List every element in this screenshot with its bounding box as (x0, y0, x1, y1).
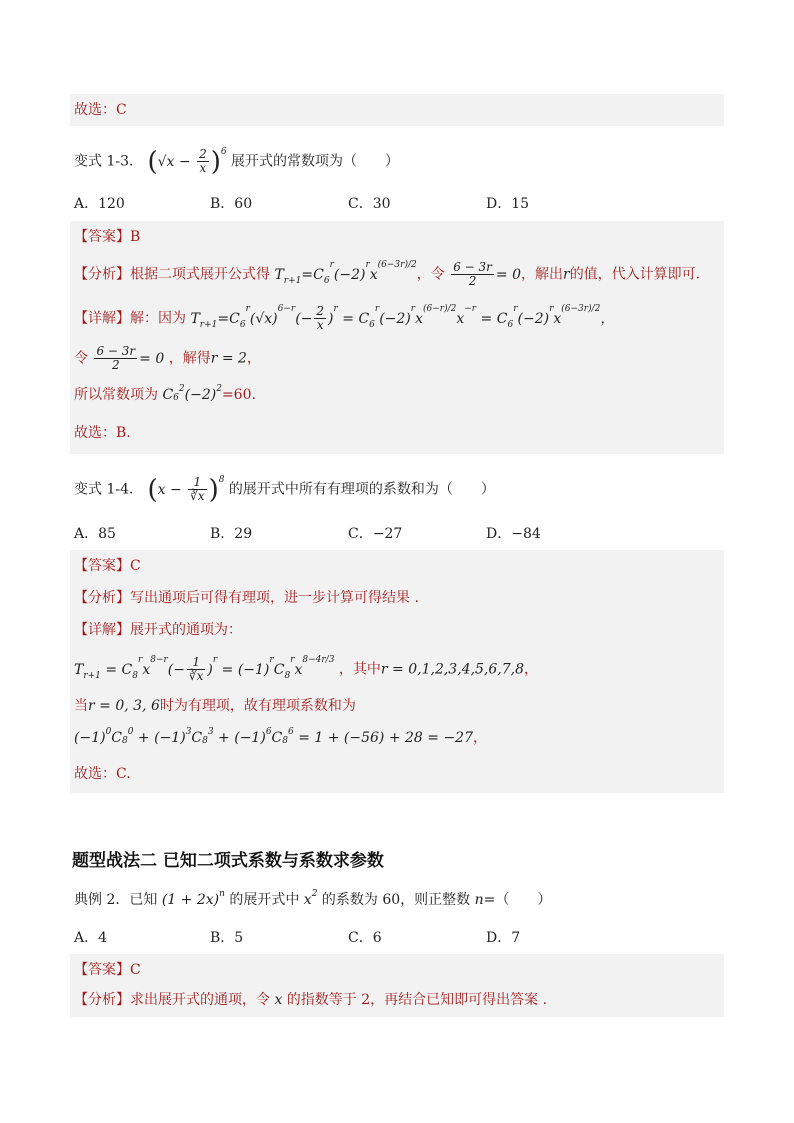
option-a[interactable]: A．120 (74, 196, 125, 212)
option-d[interactable]: D．7 (486, 930, 521, 946)
answer-line: 【答案】B (74, 229, 141, 245)
detail-line: 【详解】解：因为 $T_{r+1}=C_6^r(√x)^{6-r}(-$ $\frac{2}{x}$ )$^r = C_6^r(-2)^rx^{(6-r)/2}x^{-r} = C_6^r(-2)^rx^{(6-3r)/2}$， (74, 304, 615, 332)
question-expression: (x − $\frac{1}{∛x}$ )$^8$ (147, 474, 225, 505)
option-d[interactable]: D．15 (486, 196, 530, 212)
final-choice: 故选：C. (74, 766, 131, 782)
option-b[interactable]: B．29 (210, 526, 253, 542)
example-expression: $(1 + 2x)^n$ (161, 889, 225, 908)
prev-final-choice: 故选：C (74, 102, 127, 118)
answer-line: 【答案】C (74, 558, 141, 574)
option-a[interactable]: A．4 (74, 930, 108, 946)
options-1-4 (70, 524, 724, 548)
answer-block-prev (70, 94, 724, 126)
solve-line: 令 $\frac{6 - 3r}{2}$ = 0 ，解得r = 2， (74, 344, 261, 372)
question-label: 变式 1-3． (74, 153, 143, 170)
solution-1-3 (70, 221, 724, 454)
solution-ex2 (70, 954, 724, 1017)
option-c[interactable]: C．30 (348, 196, 391, 212)
option-d[interactable]: D．−84 (486, 526, 541, 542)
question-text: 展开式的常数项为（ ） (231, 153, 400, 170)
options-1-3 (70, 194, 724, 218)
rational-terms-line: 当r = 0, 3, 6时为有理项，故有理项系数和为 (74, 698, 356, 714)
option-a[interactable]: A．85 (74, 526, 116, 542)
answer-line: 【答案】C (74, 962, 141, 978)
analysis-line: 【分析】求出展开式的通项，令 x 的指数等于 2，再结合已知即可得出答案 . (74, 992, 548, 1008)
option-b[interactable]: B．5 (210, 930, 244, 946)
analysis-line: 【分析】写出通项后可得有理项，进一步计算可得结果 . (74, 590, 419, 606)
question-1-4 (70, 462, 724, 510)
solution-1-4 (70, 550, 724, 793)
question-1-3 (70, 138, 724, 178)
constant-term-line: 所以常数项为 $C_6^2(-2)^2=60$. (74, 384, 256, 403)
sum-formula: $(-1)^0C_8^0 + (-1)^3C_8^3 + (-1)^6C_8^6 = 1 + (-56) + 28 = -27$， (74, 727, 487, 746)
option-c[interactable]: C．−27 (348, 526, 403, 542)
option-b[interactable]: B．60 (210, 196, 253, 212)
general-term-formula: $T_{r+1} = C_8^rx^{8-r}(-$ $\frac{1}{∛x}$ )$^r = (-1)^rC_8^rx^{8-4r/3}$ ，其中r = 0,1,2,3,4,5,6,7,8， (74, 655, 538, 683)
question-label: 变式 1-4． (74, 481, 143, 498)
question-expression: (√x − $\frac{2}{x}$ )$^6$ (147, 146, 227, 177)
detail-line: 【详解】展开式的通项为： (74, 622, 242, 638)
options-ex2 (70, 928, 724, 952)
final-choice: 故选：B. (74, 425, 131, 441)
option-c[interactable]: C．6 (348, 930, 382, 946)
section-title: 题型战法二 已知二项式系数与系数求参数 (72, 851, 384, 871)
example-label: 典例 2．已知 (74, 892, 158, 908)
question-text: 的展开式中所有有理项的系数和为（ ） (228, 481, 495, 498)
analysis-line: 【分析】根据二项式展开公式得 $T_{r+1}=C_6^r(-2)^rx^{(6-3r)/2}$，令 $\frac{6 - 3r}{2}$ = 0，解出r的值，代入计算即可. (74, 260, 701, 288)
example-2: 典例 2．已知 $(1 + 2x)^n$ 的展开式中 $x^2$ 的系数为 60，则正整数 n=（ ） (74, 889, 552, 908)
